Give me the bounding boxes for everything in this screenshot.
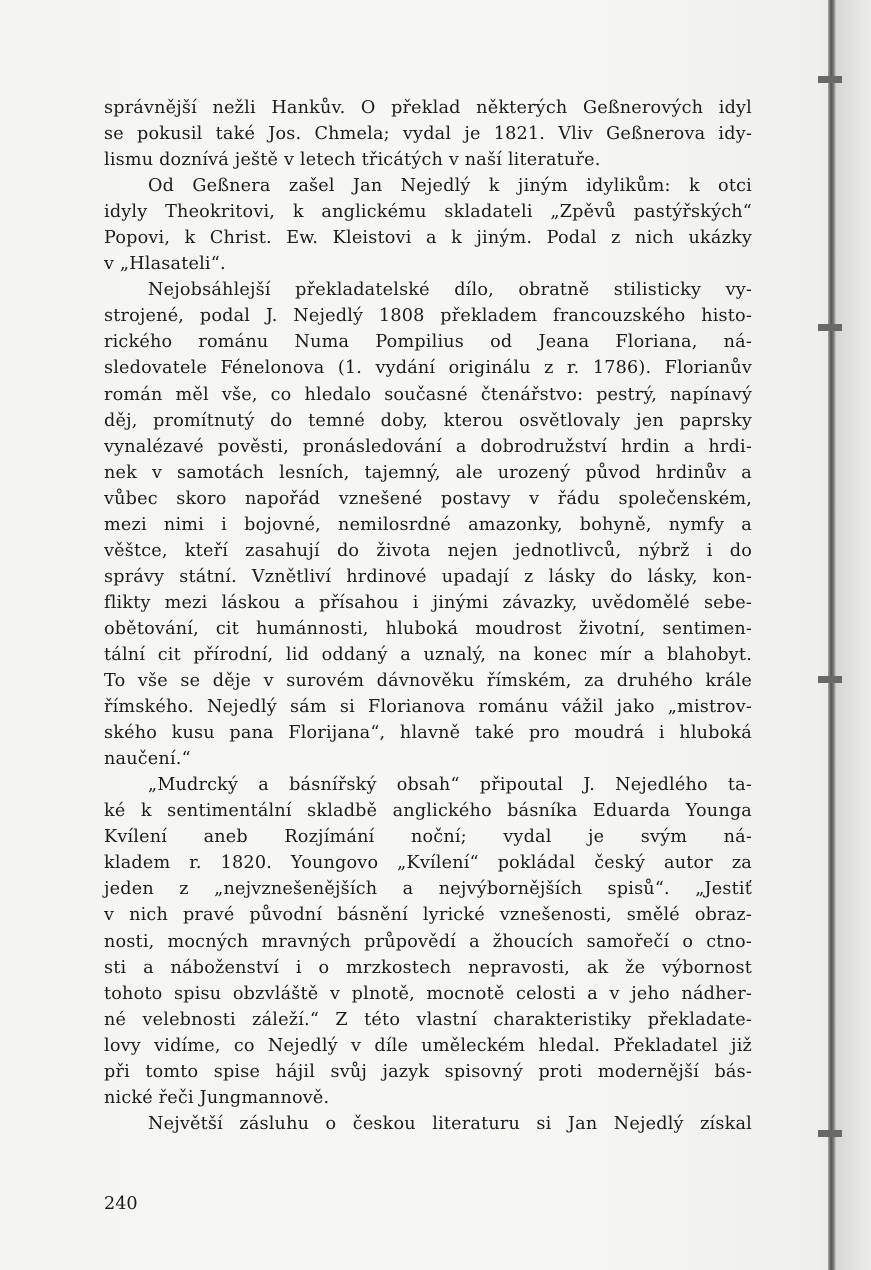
- text-line: rického románu Numa Pompilius od Jeana Floriana, ná-: [104, 332, 752, 353]
- text-line: nek v samotách lesních, tajemný, ale urozený původ hrdinův a: [104, 462, 752, 483]
- text-line: Popovi, k Christ. Ew. Kleistovi a k jiným. Podal z nich ukázky: [104, 228, 752, 249]
- text-line: mezi nimi i bojovné, nemilosrdné amazonky, bohyně, nymfy a: [104, 514, 752, 535]
- page-edge-binding: [828, 0, 836, 1270]
- text-line: nosti, mocných mravných průpovědí a žhoucích samořečí o ctno-: [104, 931, 752, 952]
- text-line: Největší zásluhu o českou literaturu si Jan Nejedlý získal: [148, 1113, 752, 1134]
- text-line: jeden z „nejvznešenějších a nejvýbornějších spisů“. „Jestiť: [104, 879, 752, 900]
- page-edge-mark: [818, 76, 842, 83]
- text-line: římského. Nejedlý sám si Florianova románu vážil jako „mistrov-: [104, 697, 752, 718]
- text-line: román měl vše, co hledalo současné čtenářstvo: pestrý, napínavý: [104, 384, 752, 405]
- text-line: tohoto spisu obzvláště v plnotě, mocnotě celosti a v jeho nádher-: [104, 983, 752, 1004]
- text-line: vynalézavé pověsti, pronásledování a dobrodružství hrdin a hrdi-: [104, 436, 752, 457]
- page-number: 240: [104, 1194, 138, 1214]
- text-line: vůbec skoro napořád vznešené postavy v řádu společenském,: [104, 488, 752, 509]
- text-line: nické řeči Jungmannově.: [104, 1087, 330, 1108]
- text-line: správy státní. Vznětliví hrdinové upadají z lásky do lásky, kon-: [104, 566, 752, 587]
- text-line: věštce, kteří zasahují do života nejen jednotlivců, nýbrž i do: [104, 540, 752, 561]
- text-line: se pokusil také Jos. Chmela; vydal je 1821. Vliv Geßnerova idy-: [104, 124, 752, 145]
- text-line: Od Geßnera zašel Jan Nejedlý k jiným idylikům: k otci: [148, 176, 752, 197]
- text-line: né velebnosti záleží.“ Z této vlastní charakteristiky překladate-: [104, 1009, 752, 1030]
- text-line: tální cit přírodní, lid oddaný a uznalý, na konec mír a blahobyt.: [104, 644, 752, 665]
- text-line: „Mudrcký a básnířský obsah“ připoutal J. Nejedlého ta-: [148, 775, 752, 796]
- page-edge-mark: [818, 676, 842, 683]
- text-line: správnější nežli Hankův. O překlad některých Geßnerových idyl: [104, 98, 752, 118]
- text-line: děj, promítnutý do temné doby, kterou osvětlovaly jen paprsky: [104, 410, 752, 431]
- text-line: v nich pravé původní básnění lyrické vznešenosti, smělé obraz-: [104, 905, 752, 926]
- text-line: strojené, podal J. Nejedlý 1808 překladem francouzského histo-: [104, 306, 752, 327]
- text-line: ké k sentimentální skladbě anglického básníka Eduarda Younga: [104, 801, 752, 822]
- text-line: naučení.“: [104, 749, 191, 770]
- text-line: lismu doznívá ještě v letech třicátých v naší literatuře.: [104, 150, 601, 171]
- text-line: To vše se děje v surovém dávnověku římském, za druhého krále: [104, 671, 752, 692]
- text-line: Kvílení aneb Rozjímání noční; vydal je svým ná-: [104, 827, 752, 848]
- text-line: obětování, cit humánnosti, hluboká moudrost životní, sentimen-: [104, 618, 752, 639]
- text-line: flikty mezi láskou a přísahou i jinými závazky, uvědomělé sebe-: [104, 592, 752, 613]
- text-line: lovy vidíme, co Nejedlý v díle uměleckém hledal. Překladatel již: [104, 1035, 752, 1056]
- text-line: ského kusu pana Florijana“, hlavně také pro moudrá i hluboká: [104, 723, 752, 744]
- page-edge-shadow: [836, 0, 871, 1270]
- text-line: kladem r. 1820. Youngovo „Kvílení“ pokládal český autor za: [104, 853, 752, 874]
- text-line: při tomto spise hájil svůj jazyk spisovný proti modernější bás-: [104, 1061, 752, 1082]
- text-line: v „Hlasateli“.: [104, 254, 226, 275]
- text-line: sledovatele Fénelonova (1. vydání originálu z r. 1786). Florianův: [104, 358, 752, 379]
- text-line: Nejobsáhlejší překladatelské dílo, obratně stilisticky vy-: [148, 280, 752, 301]
- text-line: idyly Theokritovi, k anglickému skladateli „Zpěvů pastýřských“: [104, 202, 752, 223]
- page-edge-mark: [818, 1130, 842, 1137]
- page-edge-mark: [818, 324, 842, 331]
- text-line: sti a náboženství i o mrzkostech nepravosti, ak že výbornost: [104, 957, 752, 978]
- body-text: [104, 95, 752, 1137]
